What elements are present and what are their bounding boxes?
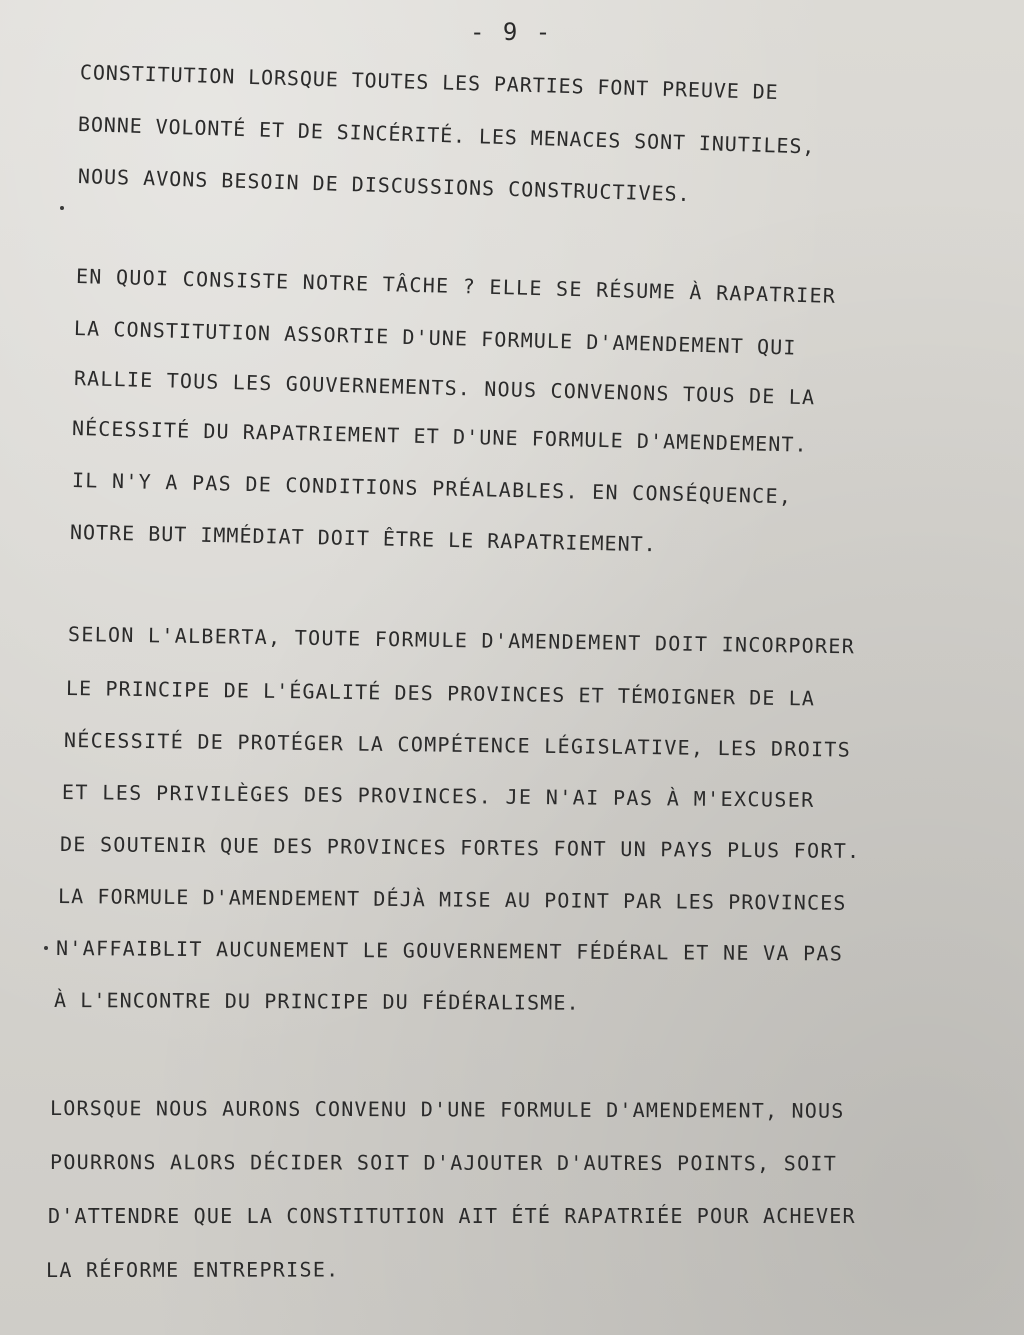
text-line: NOUS AVONS BESOIN DE DISCUSSIONS CONSTRUCTIVES. — [77, 164, 692, 207]
text-line: NÉCESSITÉ DE PROTÉGER LA COMPÉTENCE LÉGISLATIVE, LES DROITS — [63, 728, 852, 762]
text-line: POURRONS ALORS DÉCIDER SOIT D'AJOUTER D'AUTRES POINTS, SOIT — [49, 1150, 838, 1176]
text-line: BONNE VOLONTÉ ET DE SINCÉRITÉ. LES MENACES SONT INUTILES, — [77, 112, 816, 159]
text-line: NOTRE BUT IMMÉDIAT DOIT ÊTRE LE RAPATRIEMENT. — [69, 520, 657, 557]
text-line: IL N'Y A PAS DE CONDITIONS PRÉALABLES. EN CONSÉQUENCE, — [71, 468, 793, 509]
text-line: ET LES PRIVILÈGES DES PROVINCES. JE N'AI PAS À M'EXCUSER — [61, 780, 815, 812]
text-line: LA CONSTITUTION ASSORTIE D'UNE FORMULE D'AMENDEMENT QUI — [73, 316, 797, 360]
stray-mark — [44, 946, 48, 950]
text-line: D'ATTENDRE QUE LA CONSTITUTION AIT ÉTÉ RAPATRIÉE POUR ACHEVER — [48, 1204, 856, 1228]
text-line: EN QUOI CONSISTE NOTRE TÂCHE ? ELLE SE RÉSUME À RAPATRIER — [75, 264, 837, 308]
text-line: DE SOUTENIR QUE DES PROVINCES FORTES FONT UN PAYS PLUS FORT. — [59, 832, 861, 863]
stray-mark — [60, 206, 64, 210]
text-line: LE PRINCIPE DE L'ÉGALITÉ DES PROVINCES ET TÉMOIGNER DE LA — [65, 676, 816, 711]
text-line: RALLIE TOUS LES GOUVERNEMENTS. NOUS CONVENONS TOUS DE LA — [73, 366, 816, 410]
text-line: CONSTITUTION LORSQUE TOUTES LES PARTIES FONT PREUVE DE — [79, 60, 779, 105]
text-line: SELON L'ALBERTA, TOUTE FORMULE D'AMENDEMENT DOIT INCORPORER — [67, 622, 856, 659]
page-number: - 9 - — [470, 18, 553, 46]
text-line: NÉCESSITÉ DU RAPATRIEMENT ET D'UNE FORMULE D'AMENDEMENT. — [71, 416, 808, 457]
text-line: À L'ENCONTRE DU PRINCIPE DU FÉDÉRALISME. — [53, 988, 580, 1015]
text-line: N'AFFAIBLIT AUCUNEMENT LE GOUVERNEMENT FÉDÉRAL ET NE VA PAS — [55, 936, 844, 966]
text-line: LA FORMULE D'AMENDEMENT DÉJÀ MISE AU POINT PAR LES PROVINCES — [57, 884, 847, 915]
text-line: LA RÉFORME ENTREPRISE. — [45, 1257, 340, 1282]
text-line: LORSQUE NOUS AURONS CONVENU D'UNE FORMULE D'AMENDEMENT, NOUS — [49, 1096, 845, 1123]
